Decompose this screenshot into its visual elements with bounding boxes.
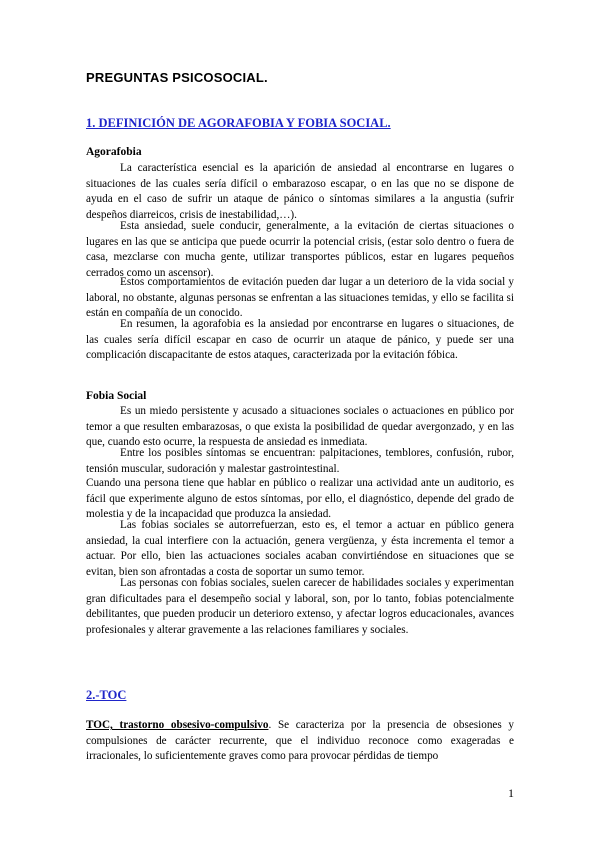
section-heading-toc[interactable]: 2.-TOC <box>86 688 127 702</box>
document-title: PREGUNTAS PSICOSOCIAL. <box>86 70 268 85</box>
subheading-agorafobia: Agorafobia <box>86 146 142 158</box>
fobia-social-paragraph-5: Las personas con fobias sociales, suelen carecer de habilidades sociales y experimentan gran dificultades para el desempeño social y laboral, son, por lo tanto, fobias potencialmente debilitantes, que pueden producir un deterioro extenso, y afectar logros educacionales, avances profesionales y alterar gravemente a las relaciones familiares y sociales. <box>86 577 514 636</box>
fobia-social-paragraph-2: Entre los posibles síntomas se encuentran: palpitaciones, temblores, confusión, rubor, tensión muscular, sudoración y malestar gastrointestinal. <box>86 447 514 475</box>
toc-paragraph <box>86 718 514 765</box>
subheading-fobia-social: Fobia Social <box>86 390 147 402</box>
fobia-social-paragraph-3: Cuando una persona tiene que hablar en público o realizar una actividad ante un auditorio, es fácil que experimente alguno de estos síntomas, por ello, el diagnóstico, depende del grado de molestia y de la incapacidad que produzca la ansiedad. <box>86 477 514 521</box>
page-number: 1 <box>508 786 514 800</box>
agorafobia-paragraph-4: En resumen, la agorafobia es la ansiedad por encontrarse en lugares o situaciones, de las cuales sería difícil escapar en caso de ocurrir un ataque de pánico, y puede ser una complicación discapacitante de estos ataques, caracterizada por la evitación fóbica. <box>86 318 514 362</box>
section-heading-definicion[interactable]: 1. DEFINICIÓN DE AGORAFOBIA Y FOBIA SOCIAL. <box>86 116 391 130</box>
agorafobia-paragraph-3: Estos comportamientos de evitación pueden dar lugar a un deterioro de la vida social y laboral, no obstante, algunas personas se enfrentan a las situaciones temidas, y ello se facilita si están en compañía de un conocido. <box>86 276 514 320</box>
fobia-social-paragraph-1: Es un miedo persistente y acusado a situaciones sociales o actuaciones en público por temor a que resulten embarazosas, o que exista la posibilidad de quedar avergonzado, y en las que, cuando esto ocurre, la respuesta de ansiedad es inmediata. <box>86 405 514 449</box>
agorafobia-paragraph-1: La característica esencial es la aparición de ansiedad al encontrarse en lugares o situaciones de las cuales sería difícil o embarazoso escapar, o en las que no se dispone de ayuda en el caso de sufrir un ataque de pánico o síntomas similares a la angustia (sufrir despeños diarreicos, crisis de inestabilidad,…). <box>86 162 514 221</box>
toc-text: . Se caracteriza por la presencia de obsesiones y compulsiones de carácter recurrente, que el individuo reconoce como exageradas e irracionales, lo suficientemente graves como para provocar pérdidas de tiempo <box>86 719 514 763</box>
toc-lead-term: TOC, trastorno obsesivo-compulsivo <box>86 719 269 731</box>
fobia-social-paragraph-4: Las fobias sociales se autorrefuerzan, esto es, el temor a actuar en público genera ansiedad, la cual interfiere con la actuación, genera vergüenza, y ésta incrementa el temor a actuar. Por ello, bien las actuaciones sociales acaban convirtiéndose en situaciones que se evitan, bien son afrontadas a costa de soportar un sumo temor. <box>86 519 514 578</box>
agorafobia-paragraph-2: Esta ansiedad, suele conducir, generalmente, a la evitación de ciertas situaciones o lugares en las que se anticipa que puede ocurrir la potencial crisis, (estar solo dentro o fuera de casa, mezclarse con mucha gente, utilizar transportes públicos, estar en lugares pequeños cerrados como un ascensor). <box>86 220 514 279</box>
